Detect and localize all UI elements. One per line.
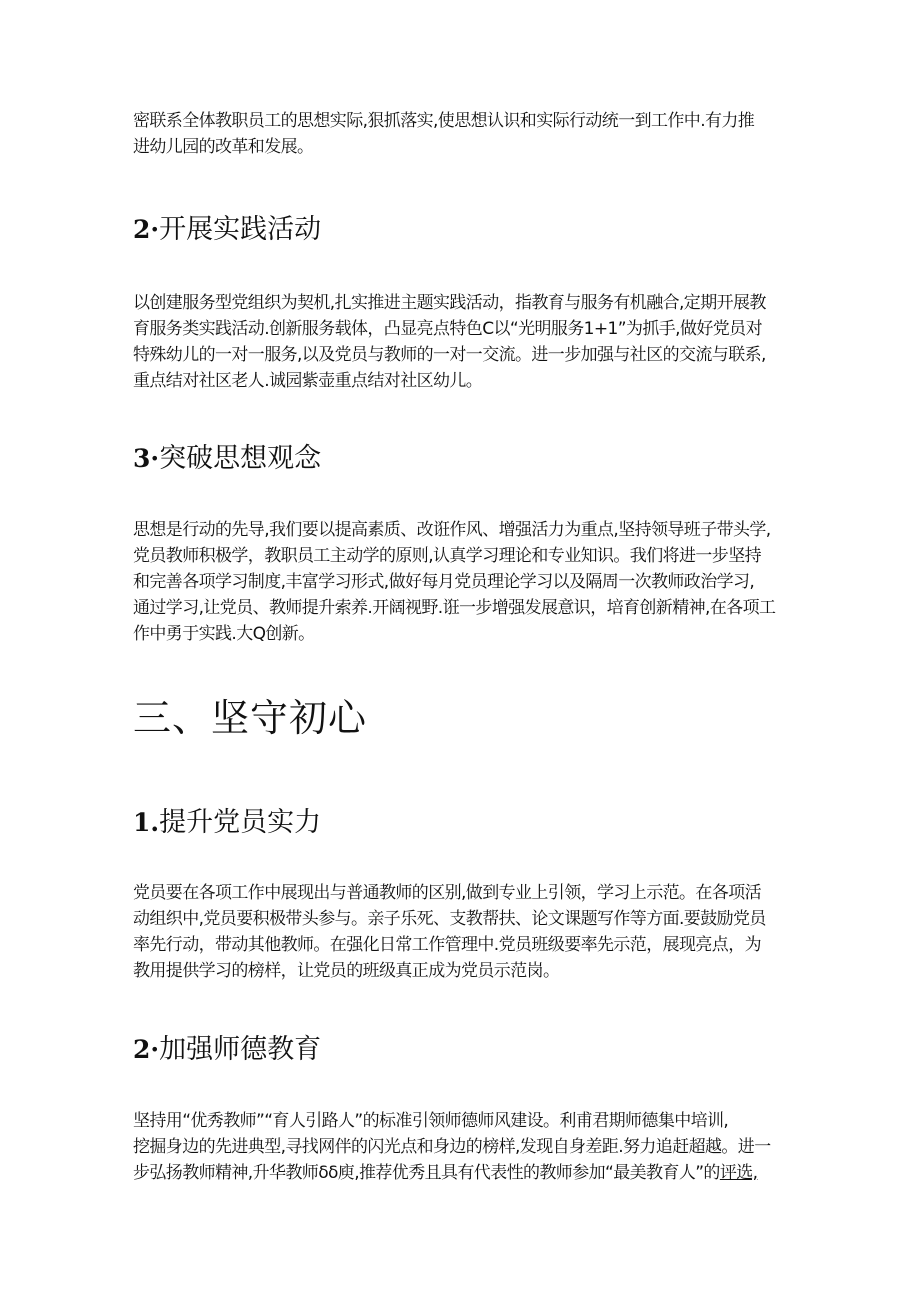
paragraph-line: 特殊幼儿的一对一服务,以及党员与教师的一对一交流。进一步加强与社区的交流与联系, <box>133 345 766 365</box>
heading-number: 3· <box>133 444 160 473</box>
heading-title: 开展实践活动 <box>159 214 322 245</box>
paragraph-line <box>133 1160 793 1186</box>
paragraph-line: 以创建服务型党组织为契机,扎实推进主题实践活动，指教育与服务有机融合,定期开展教 <box>133 293 766 313</box>
paragraph-line: 党员教师积极学，教职员工主动学的原则,认真学习理论和专业知识。我们将进一步坚持 <box>133 546 762 566</box>
paragraph-member-strength <box>133 880 793 984</box>
paragraph-line: 和完善各项学习制度,丰富学习形式,做好每月党员理论学习以及隔周一次教师政治学习, <box>133 572 755 592</box>
heading-break-thinking <box>133 442 321 476</box>
paragraph-line-text: 步弘扬教师精神,升华教师δδ庾,推荐优秀且具有代表性的教师参加“最美教育人”的 <box>133 1163 720 1183</box>
paragraph-teacher-ethics <box>133 1108 793 1186</box>
paragraph-practice <box>133 290 793 394</box>
paragraph-line: 挖掘身边的先进典型,寻找网伴的闪光点和身边的榜样,发现自身差距.努力追赶超越。进一 <box>133 1137 771 1157</box>
heading-number: 2· <box>133 1035 160 1064</box>
paragraph-line: 作中勇于实践.大Q创新。 <box>133 624 315 644</box>
paragraph-line: 思想是行动的先导,我们要以提高素质、改诳作风、增强活力为重点,坚持领导班子带头学, <box>133 520 771 540</box>
paragraph-line: 坚持用“优秀教师”“育人引路人”的标准引领师德师风建设。利甫君期师德集中培训, <box>133 1111 729 1131</box>
paragraph-line: 重点结对社区老人.诚园紫壶重点结对社区幼儿。 <box>133 371 483 391</box>
heading-number: 2· <box>133 215 160 244</box>
paragraph-line: 党员要在各项工作中展现出与普通教师的区别,做到专业上引领，学习上示范。在各项活 <box>133 883 762 903</box>
paragraph-intro <box>133 108 793 160</box>
paragraph-thinking <box>133 517 793 647</box>
paragraph-line: 进幼儿园的改革和发展。 <box>133 137 314 157</box>
paragraph-line: 密联系全体教职员工的思想实际,狠抓落实,使思想认识和实际行动统一到工作中.有力推 <box>133 111 755 131</box>
heading-teacher-ethics <box>133 1033 321 1067</box>
heading-number: 1. <box>133 808 160 837</box>
heading-title: 加强师德教育 <box>159 1034 322 1065</box>
underlined-text: 评选, <box>719 1163 758 1183</box>
heading-title: 突破思想观念 <box>159 443 322 474</box>
paragraph-line: 率先行动，带动其他教师。在强化日常工作管理中.党员班级要率先示范，展现亮点，为 <box>133 935 762 955</box>
paragraph-line: 育服务类实践活动.创新服务载体，凸显亮点特色C以“光明服务1+1”为抓手,做好党员对 <box>133 319 762 339</box>
heading-title: 提升党员实力 <box>159 807 322 838</box>
paragraph-line: 动组织中,党员要积极带头参与。亲子乐死、支教帮扶、论文课题写作等方面.要鼓励党员 <box>133 909 766 929</box>
heading-practice-activities <box>133 213 321 247</box>
section-title: 三、坚守初心 <box>133 696 368 740</box>
paragraph-line: 教用提供学习的榜样，让党员的班级真正成为党员示范岗。 <box>133 961 560 981</box>
heading-member-strength <box>133 806 321 840</box>
paragraph-line: 通过学习,让党员、教师提升索养.开阔视野.诳一步增强发展意识，培育创新精神,在各项工 <box>133 598 776 618</box>
